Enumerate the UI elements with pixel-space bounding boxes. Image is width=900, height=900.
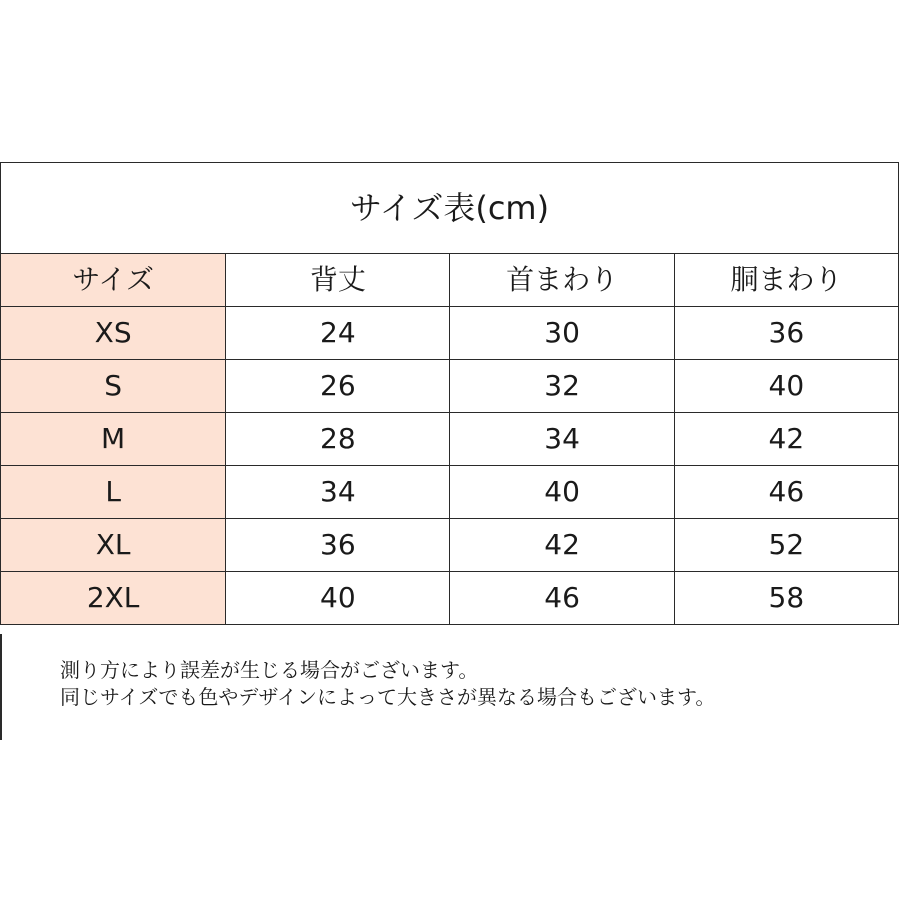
neck-value: 46 <box>450 572 674 625</box>
left-border-line <box>0 634 2 740</box>
chest-value: 42 <box>674 413 898 466</box>
size-label: L <box>1 466 226 519</box>
back-length-value: 28 <box>226 413 450 466</box>
size-label: M <box>1 413 226 466</box>
back-length-value: 34 <box>226 466 450 519</box>
size-label: XS <box>1 307 226 360</box>
size-table <box>0 162 899 625</box>
table-row <box>1 572 899 625</box>
table-row <box>1 519 899 572</box>
header-back-length: 背丈 <box>226 254 450 307</box>
neck-value: 30 <box>450 307 674 360</box>
chest-value: 40 <box>674 360 898 413</box>
chest-value: 58 <box>674 572 898 625</box>
table-row <box>1 466 899 519</box>
header-neck: 首まわり <box>450 254 674 307</box>
note-size-variance: 同じサイズでも色やデザインによって大きさが異なる場合もございます。 <box>60 685 716 709</box>
neck-value: 32 <box>450 360 674 413</box>
table-row <box>1 307 899 360</box>
table-row <box>1 413 899 466</box>
neck-value: 40 <box>450 466 674 519</box>
header-size: サイズ <box>1 254 226 307</box>
back-length-value: 36 <box>226 519 450 572</box>
size-label: XL <box>1 519 226 572</box>
header-chest: 胴まわり <box>674 254 898 307</box>
back-length-value: 24 <box>226 307 450 360</box>
neck-value: 34 <box>450 413 674 466</box>
table-title: サイズ表(cm) <box>1 163 899 254</box>
chest-value: 36 <box>674 307 898 360</box>
chest-value: 52 <box>674 519 898 572</box>
size-label: S <box>1 360 226 413</box>
back-length-value: 40 <box>226 572 450 625</box>
note-measurement-error: 測り方により誤差が生じる場合がございます。 <box>60 658 479 682</box>
title-row <box>1 163 899 254</box>
neck-value: 42 <box>450 519 674 572</box>
header-row <box>1 254 899 307</box>
table-row <box>1 360 899 413</box>
size-label: 2XL <box>1 572 226 625</box>
notes <box>60 657 715 711</box>
chest-value: 46 <box>674 466 898 519</box>
back-length-value: 26 <box>226 360 450 413</box>
